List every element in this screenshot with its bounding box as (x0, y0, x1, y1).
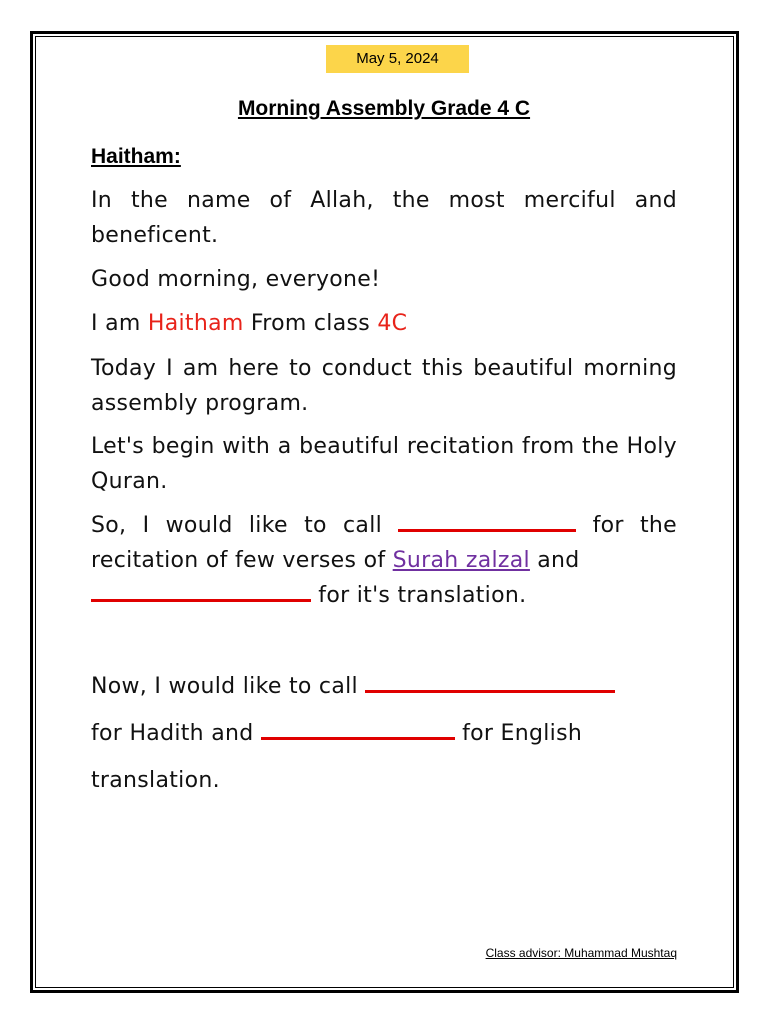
class-advisor-footer: Class advisor: Muhammad Mushtaq (485, 946, 677, 960)
hadith-text: for Hadith and (91, 721, 261, 746)
hadith-line (91, 716, 691, 751)
recitation-text: for the recitation of few verses of (91, 513, 677, 573)
class-name: 4C (377, 311, 408, 336)
greeting-paragraph: Good morning, everyone! (91, 267, 381, 292)
call-text: So, I would like to call (91, 513, 399, 538)
english-text: for English (454, 721, 583, 746)
hadith-call-line (91, 669, 677, 704)
opening-paragraph: In the name of Allah, the most merciful and beneficent. (91, 188, 677, 248)
english-translator-blank (261, 719, 455, 740)
recitation-intro-paragraph: Let's begin with a beautiful recitation from the Holy Quran. (91, 434, 677, 494)
surah-link[interactable]: Surah zalzal (392, 548, 530, 573)
translation-text: for it's translation. (311, 583, 527, 608)
introduction-paragraph (91, 306, 677, 341)
reciter-blank (398, 511, 576, 532)
speaker-heading: Haitham: (91, 145, 181, 168)
recitation-call-paragraph (91, 508, 677, 613)
translation-line: translation. (91, 768, 220, 793)
document-title: Morning Assembly Grade 4 C (237, 97, 531, 120)
student-name: Haitham (147, 311, 244, 336)
date-label: May 5, 2024 (326, 45, 469, 73)
hadith-call-text: Now, I would like to call (91, 674, 366, 699)
intro-text: I am (91, 311, 148, 336)
and-text: and (529, 548, 580, 573)
hadith-reader-blank (365, 672, 615, 693)
translator-blank (91, 581, 311, 602)
intro-class-text: From class (243, 311, 378, 336)
purpose-paragraph: Today I am here to conduct this beautiful morning assembly program. (91, 356, 677, 416)
